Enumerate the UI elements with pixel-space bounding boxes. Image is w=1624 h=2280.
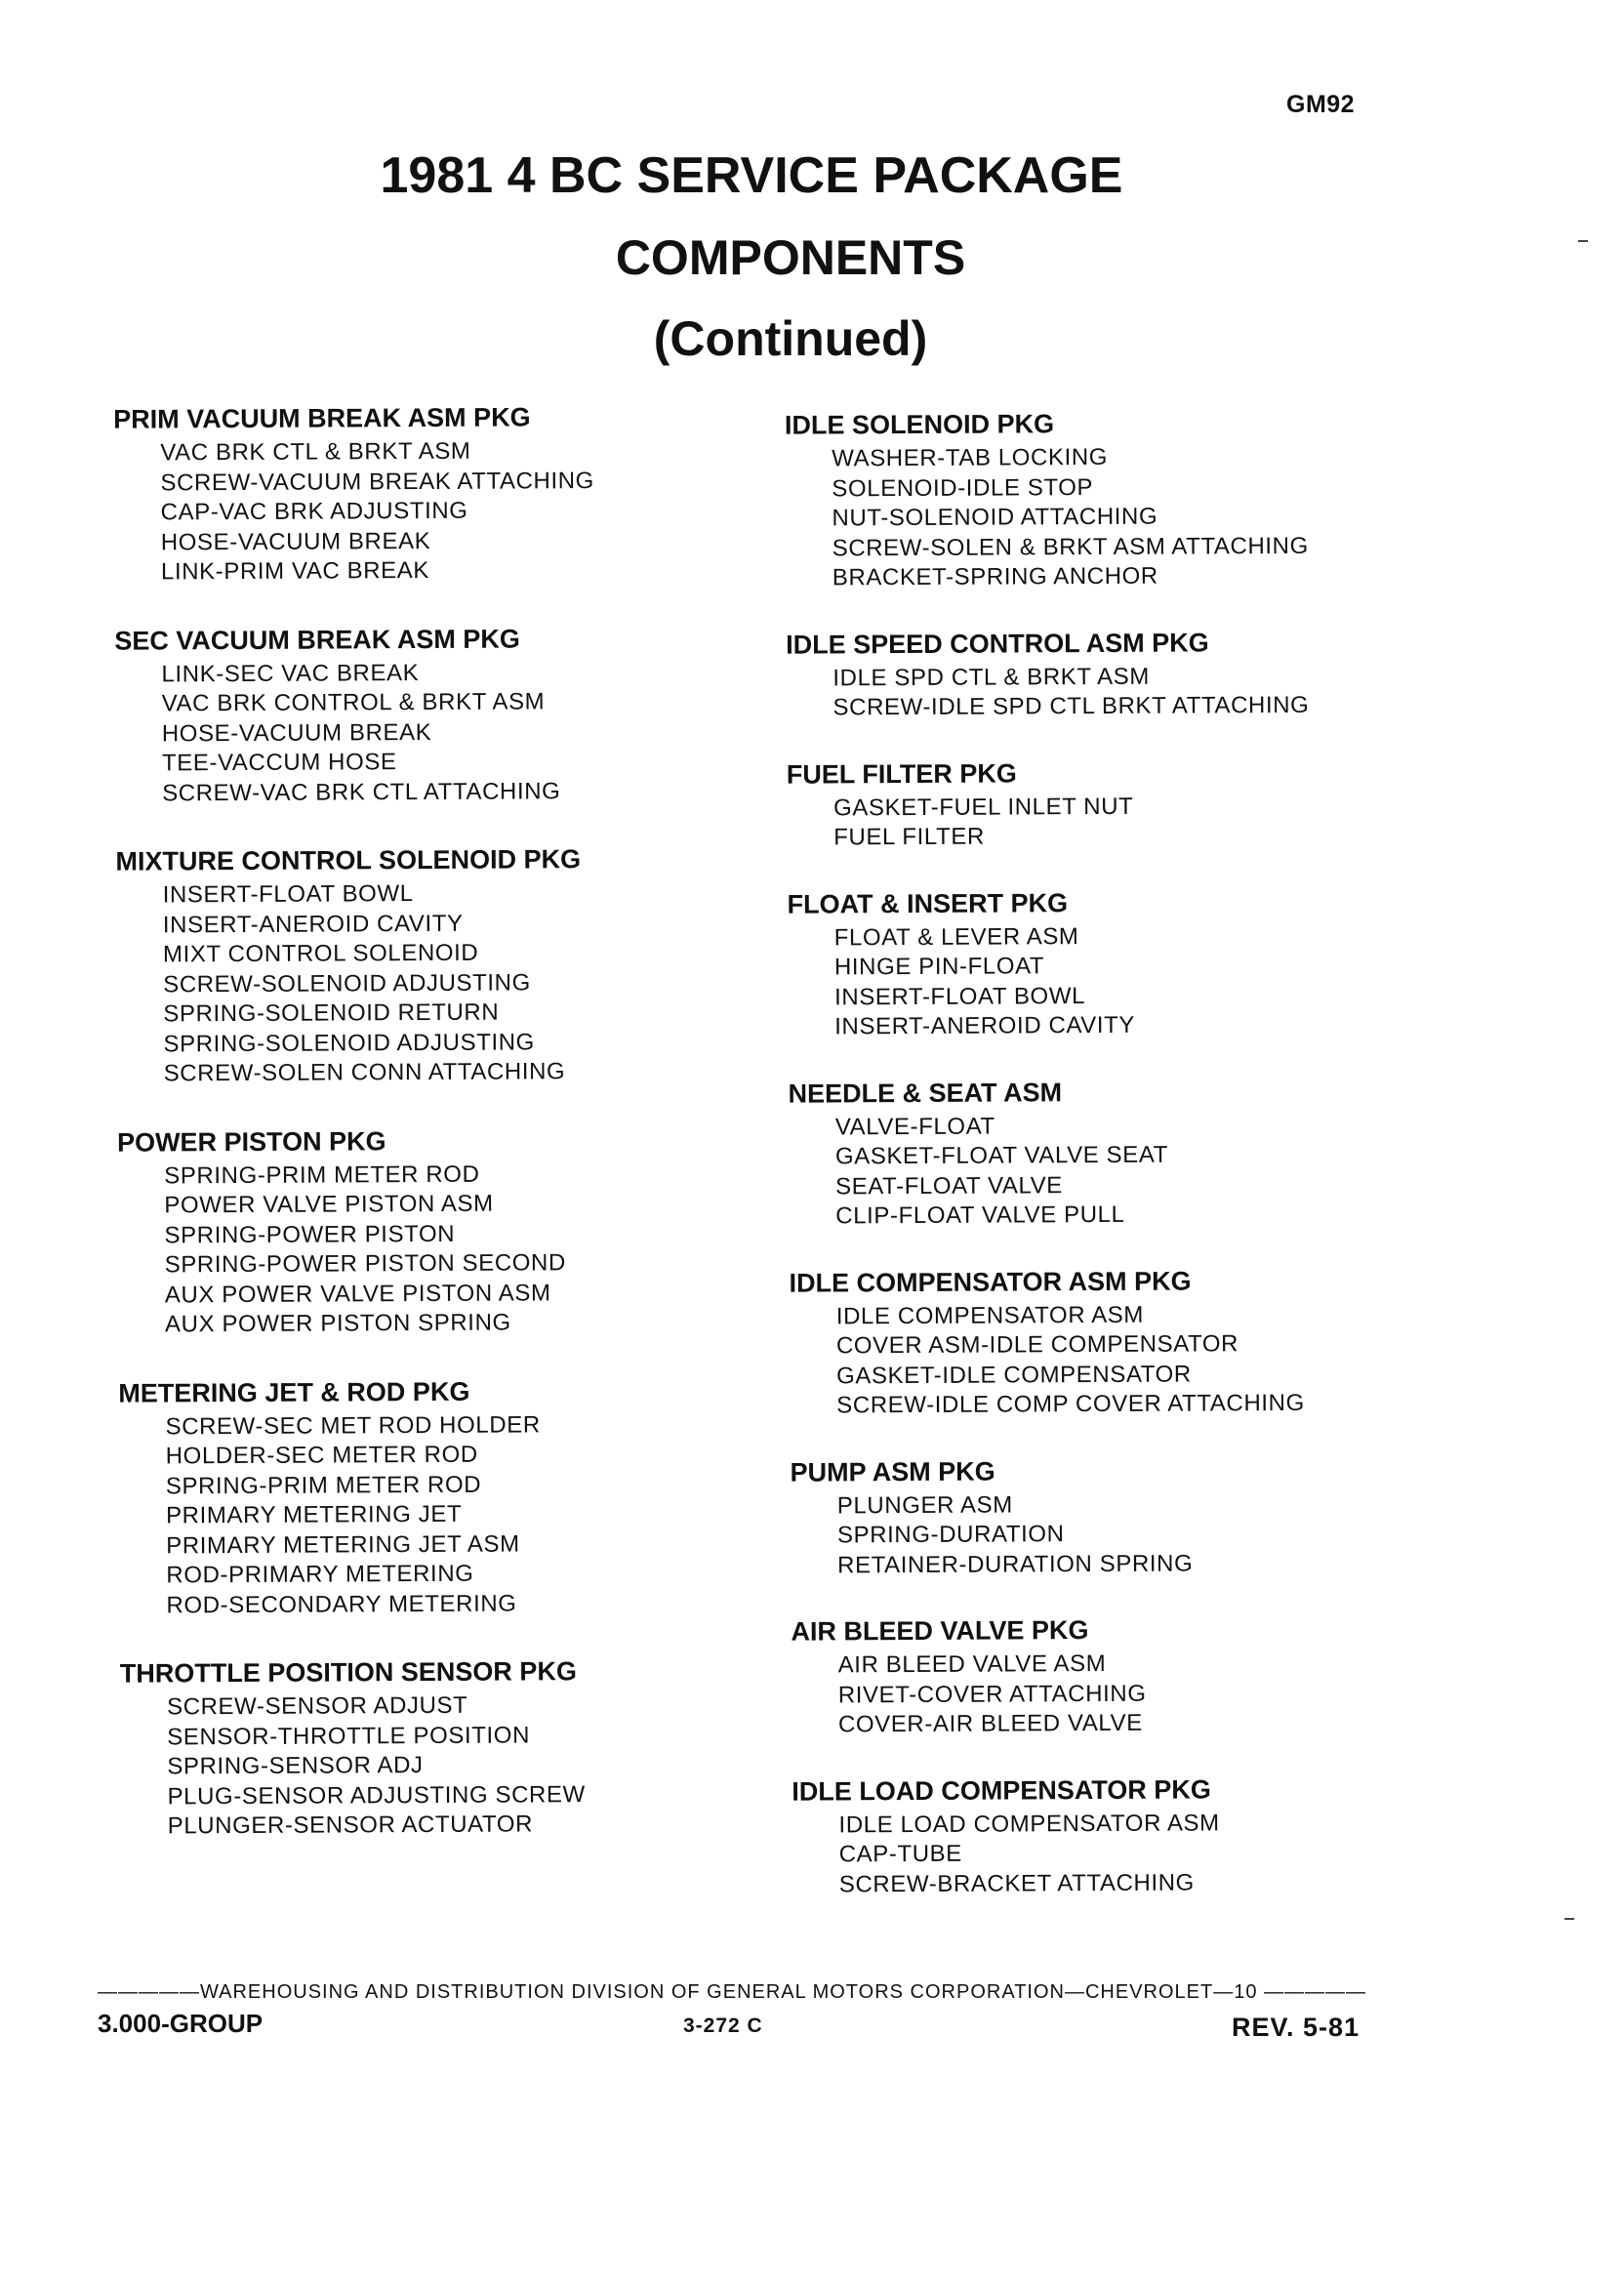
- package-title: IDLE SOLENOID PKG: [784, 409, 1055, 440]
- component-item: HOSE-VACUUM BREAK: [161, 718, 432, 747]
- package-section: [786, 624, 1411, 723]
- component-item: SOLENOID-IDLE STOP: [832, 473, 1094, 502]
- package-title: AIR BLEED VALVE PKG: [791, 1615, 1089, 1647]
- component-item: SCREW-SENSOR ADJUST: [166, 1691, 468, 1721]
- component-item: SPRING-PRIM METER ROD: [165, 1471, 482, 1499]
- component-item: SPRING-DURATION: [836, 1521, 1065, 1549]
- package-title: FUEL FILTER PKG: [786, 757, 1017, 790]
- component-list: [160, 435, 739, 588]
- package-section: [791, 1610, 1416, 1740]
- package-section: [113, 398, 739, 588]
- package-title: POWER PISTON PKG: [116, 1125, 386, 1158]
- page-title: 1981 4 BC SERVICE PACKAGE: [380, 147, 1123, 204]
- package-section: [114, 620, 740, 809]
- package-title: PRIM VACUUM BREAK ASM PKG: [113, 402, 531, 434]
- component-list: [836, 1299, 1415, 1421]
- component-item: AUX POWER PISTON SPRING: [164, 1309, 511, 1338]
- component-item: SCREW-SOLEN & BRKT ASM ATTACHING: [832, 532, 1309, 561]
- component-item: VAC BRK CTL & BRKT ASM: [160, 437, 471, 467]
- component-item: SENSOR-THROTTLE POSITION: [167, 1721, 531, 1750]
- component-item: SCREW-VAC BRK CTL ATTACHING: [162, 777, 561, 806]
- component-list: [833, 791, 1411, 853]
- package-title: FLOAT & INSERT PKG: [787, 887, 1069, 919]
- component-item: INSERT-ANEROID CAVITY: [162, 910, 464, 938]
- component-list: [838, 1808, 1416, 1900]
- package-title: NEEDLE & SEAT ASM: [788, 1077, 1063, 1109]
- component-list: [835, 1110, 1414, 1232]
- package-section: [787, 753, 1412, 853]
- component-item: LINK-SEC VAC BREAK: [161, 659, 420, 687]
- package-title: IDLE COMPENSATOR ASM PKG: [789, 1266, 1192, 1298]
- component-item: AIR BLEED VALVE ASM: [837, 1649, 1107, 1679]
- component-item: SCREW-IDLE COMP COVER ATTACHING: [836, 1389, 1305, 1419]
- scan-mark: [1564, 1918, 1574, 1920]
- page-subtitle: COMPONENTS: [615, 230, 966, 285]
- component-item: SCREW-BRACKET ATTACHING: [838, 1869, 1195, 1897]
- component-item: VALVE-FLOAT: [834, 1113, 995, 1140]
- component-item: ROD-PRIMARY METERING: [166, 1560, 474, 1589]
- component-item: POWER VALVE PISTON ASM: [164, 1190, 494, 1219]
- package-section: [788, 1073, 1413, 1232]
- component-item: WASHER-TAB LOCKING: [832, 443, 1109, 472]
- package-title: SEC VACUUM BREAK ASM PKG: [114, 624, 520, 656]
- component-item: SCREW-SOLEN CONN ATTACHING: [163, 1058, 566, 1087]
- component-list: [163, 877, 742, 1089]
- component-item: SPRING-POWER PISTON SECOND: [164, 1249, 566, 1279]
- component-item: HOSE-VACUUM BREAK: [160, 527, 431, 555]
- package-section: [791, 1451, 1416, 1581]
- component-item: IDLE COMPENSATOR ASM: [835, 1301, 1145, 1329]
- component-item: CAP-VAC BRK ADJUSTING: [160, 497, 468, 526]
- package-title: MIXTURE CONTROL SOLENOID PKG: [115, 844, 582, 876]
- component-item: PLUNGER ASM: [836, 1490, 1013, 1519]
- component-item: SPRING-POWER PISTON: [164, 1220, 456, 1248]
- package-section: [792, 1771, 1417, 1900]
- component-list: [837, 1488, 1415, 1581]
- component-item: BRACKET-SPRING ANCHOR: [832, 562, 1158, 591]
- left-column: [113, 398, 746, 1877]
- footer-division-line: —————WAREHOUSING AND DISTRIBUTION DIVISION OF GENERAL MOTORS CORPORATION—CHEVROLET—10 —————: [98, 1981, 1367, 2003]
- component-item: CLIP-FLOAT VALVE PULL: [835, 1201, 1125, 1230]
- component-item: TEE-VACCUM HOSE: [161, 749, 397, 777]
- component-item: FUEL FILTER: [833, 823, 985, 851]
- component-list: [164, 1159, 743, 1340]
- component-item: SCREW-SEC MET ROD HOLDER: [165, 1410, 541, 1440]
- package-section: [118, 1372, 744, 1621]
- package-title: THROTTLE POSITION SENSOR PKG: [119, 1656, 577, 1689]
- package-section: [120, 1652, 746, 1842]
- package-title: IDLE LOAD COMPENSATOR PKG: [792, 1773, 1211, 1807]
- component-item: VAC BRK CONTROL & BRKT ASM: [161, 688, 546, 717]
- component-item: GASKET-FLOAT VALVE SEAT: [834, 1141, 1169, 1170]
- scan-mark: [1578, 240, 1588, 242]
- component-item: AUX POWER VALVE PISTON ASM: [164, 1279, 551, 1308]
- component-item: SCREW-VACUUM BREAK ATTACHING: [160, 467, 594, 496]
- component-item: GASKET-IDLE COMPENSATOR: [836, 1361, 1192, 1389]
- component-list: [165, 1409, 744, 1621]
- component-item: PRIMARY METERING JET ASM: [166, 1530, 520, 1559]
- component-item: SPRING-SOLENOID ADJUSTING: [163, 1028, 535, 1057]
- package-title: PUMP ASM PKG: [790, 1456, 995, 1487]
- package-section: [117, 1121, 743, 1340]
- component-item: SPRING-PRIM METER ROD: [164, 1160, 480, 1189]
- package-title: METERING JET & ROD PKG: [118, 1376, 470, 1408]
- component-item: ROD-SECONDARY METERING: [166, 1590, 517, 1618]
- component-item: GASKET-FUEL INLET NUT: [832, 793, 1134, 821]
- component-item: LINK-PRIM VAC BREAK: [160, 556, 430, 586]
- package-section: [790, 1262, 1415, 1421]
- component-list: [838, 1648, 1416, 1740]
- continued-label: (Continued): [653, 311, 928, 366]
- component-item: COVER ASM-IDLE COMPENSATOR: [835, 1330, 1239, 1360]
- component-item: RETAINER-DURATION SPRING: [837, 1550, 1194, 1578]
- component-item: PRIMARY METERING JET: [165, 1500, 463, 1529]
- component-item: IDLE LOAD COMPENSATOR ASM: [838, 1809, 1220, 1838]
- component-item: HINGE PIN-FLOAT: [833, 953, 1045, 981]
- component-item: RIVET-COVER ATTACHING: [837, 1680, 1147, 1708]
- component-list: [167, 1690, 746, 1842]
- package-section: [787, 883, 1412, 1042]
- footer-revision: REV. 5-81: [1232, 2013, 1360, 2042]
- component-item: PLUNGER-SENSOR ACTUATOR: [167, 1811, 534, 1840]
- package-title: IDLE SPEED CONTROL ASM PKG: [786, 627, 1209, 660]
- component-item: PLUG-SENSOR ADJUSTING SCREW: [167, 1780, 586, 1810]
- footer-group: 3.000-GROUP: [98, 2009, 264, 2038]
- right-column: [785, 404, 1417, 1933]
- component-item: HOLDER-SEC METER ROD: [165, 1441, 478, 1470]
- component-item: SPRING-SENSOR ADJ: [167, 1752, 424, 1780]
- package-section: [785, 404, 1410, 593]
- component-list: [834, 920, 1413, 1042]
- component-list: [832, 441, 1410, 593]
- component-list: [832, 661, 1410, 723]
- component-item: CAP-TUBE: [838, 1840, 962, 1868]
- component-item: SCREW-SOLENOID ADJUSTING: [163, 968, 531, 998]
- component-item: COVER-AIR BLEED VALVE: [837, 1709, 1143, 1738]
- package-section: [115, 840, 741, 1089]
- component-item: SPRING-SOLENOID RETURN: [163, 998, 500, 1028]
- component-item: MIXT CONTROL SOLENOID: [162, 939, 479, 968]
- component-item: FLOAT & LEVER ASM: [833, 922, 1079, 951]
- component-list: [161, 657, 740, 809]
- component-item: SCREW-IDLE SPD CTL BRKT ATTACHING: [832, 691, 1310, 721]
- component-item: INSERT-FLOAT BOWL: [834, 982, 1086, 1010]
- document-code: GM92: [1286, 91, 1356, 118]
- footer-page-number: 3-272 C: [683, 2015, 763, 2037]
- component-item: INSERT-FLOAT BOWL: [162, 880, 414, 909]
- component-item: INSERT-ANEROID CAVITY: [834, 1011, 1136, 1040]
- component-item: NUT-SOLENOID ATTACHING: [832, 503, 1158, 532]
- component-item: SEAT-FLOAT VALVE: [835, 1171, 1063, 1200]
- component-item: IDLE SPD CTL & BRKT ASM: [832, 663, 1150, 691]
